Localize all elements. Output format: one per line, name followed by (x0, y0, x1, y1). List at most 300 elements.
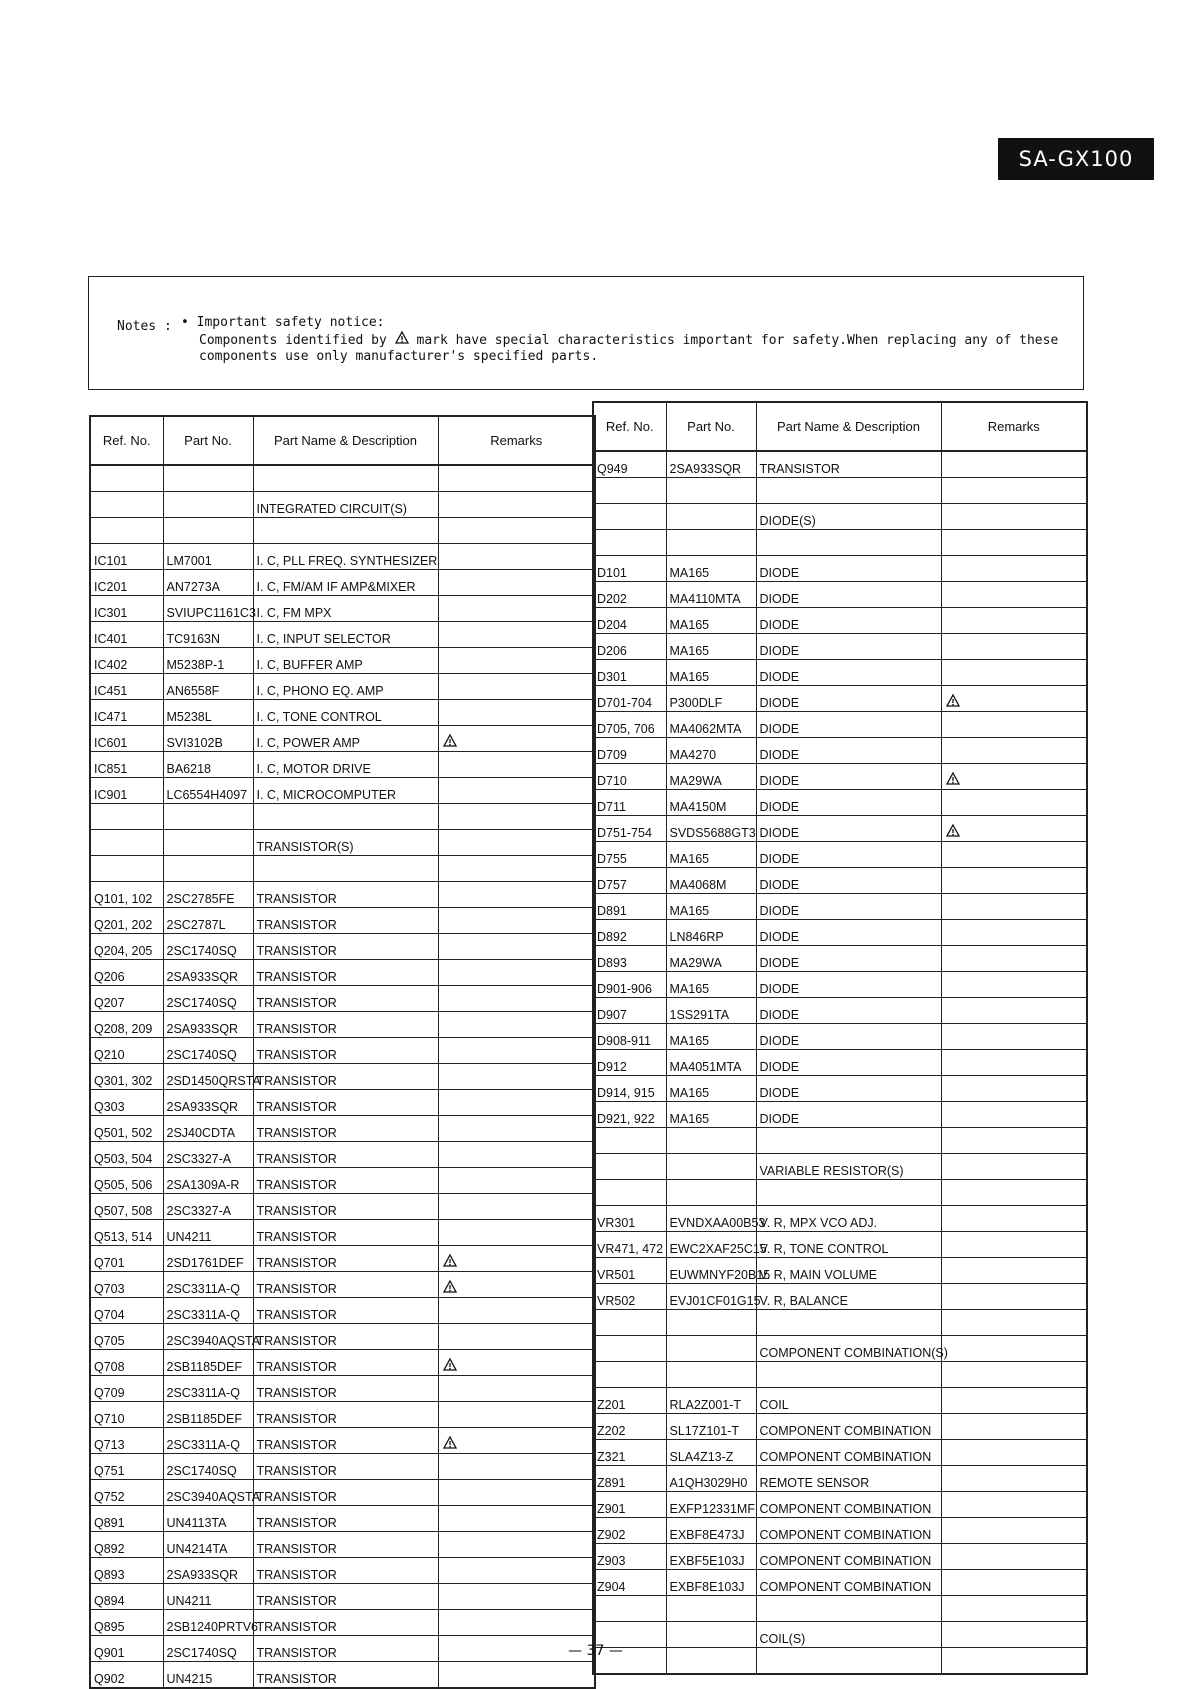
remarks-cell (438, 804, 595, 830)
part-no-cell: SL17Z101-T (666, 1414, 756, 1440)
description-cell: V. R, TONE CONTROL (756, 1232, 941, 1258)
description-cell: TRANSISTOR(S) (253, 830, 438, 856)
part-no-cell: EVJ01CF01G15 (666, 1284, 756, 1310)
table-row (593, 634, 1087, 660)
part-no-cell: 2SC1740SQ (163, 986, 253, 1012)
part-no-cell: 2SC2785FE (163, 882, 253, 908)
table-row (90, 726, 595, 752)
table-row (90, 1064, 595, 1090)
description-cell: DIODE (756, 894, 941, 920)
ref-no-cell: Q206 (90, 960, 163, 986)
remarks-cell (941, 1258, 1087, 1284)
description-cell: COMPONENT COMBINATION (756, 1414, 941, 1440)
ref-no-cell: Q713 (90, 1428, 163, 1454)
ref-no-cell (90, 518, 163, 544)
ref-no-cell: D206 (593, 634, 666, 660)
ref-no-cell: Q949 (593, 451, 666, 478)
part-no-cell: AN7273A (163, 570, 253, 596)
warning-triangle-icon (443, 1280, 457, 1293)
description-cell: I. C, PLL FREQ. SYNTHESIZER (253, 544, 438, 570)
remarks-cell (941, 1284, 1087, 1310)
notes-bullet-icon: • (181, 315, 189, 330)
ref-no-cell: Q705 (90, 1324, 163, 1350)
ref-no-cell: D912 (593, 1050, 666, 1076)
part-no-cell: 2SA933SQR (163, 1558, 253, 1584)
table-row (90, 1402, 595, 1428)
description-cell: I. C, POWER AMP (253, 726, 438, 752)
remarks-cell (941, 738, 1087, 764)
table-row (90, 518, 595, 544)
part-no-cell: RLA2Z001-T (666, 1388, 756, 1414)
part-no-cell: 2SC2787L (163, 908, 253, 934)
description-cell: TRANSISTOR (253, 1662, 438, 1689)
part-no-cell: MA165 (666, 842, 756, 868)
remarks-cell (941, 1518, 1087, 1544)
ref-no-cell: Q701 (90, 1246, 163, 1272)
table-row (90, 622, 595, 648)
table-row (90, 1610, 595, 1636)
description-cell: TRANSISTOR (253, 1064, 438, 1090)
table-row (90, 960, 595, 986)
remarks-cell (438, 1064, 595, 1090)
description-cell: TRANSISTOR (253, 1246, 438, 1272)
description-cell: DIODE (756, 816, 941, 842)
part-no-cell: MA165 (666, 660, 756, 686)
description-cell: V. R, BALANCE (756, 1284, 941, 1310)
description-cell (756, 530, 941, 556)
remarks-cell (941, 1154, 1087, 1180)
remarks-cell (438, 622, 595, 648)
remarks-cell (438, 1610, 595, 1636)
ref-no-cell: Q207 (90, 986, 163, 1012)
description-cell: TRANSISTOR (253, 986, 438, 1012)
remarks-cell (438, 518, 595, 544)
description-cell: I. C, BUFFER AMP (253, 648, 438, 674)
ref-no-cell (90, 830, 163, 856)
remarks-cell (941, 1076, 1087, 1102)
part-no-cell (666, 1154, 756, 1180)
table-row (90, 1480, 595, 1506)
part-no-cell: MA4051MTA (666, 1050, 756, 1076)
description-cell: I. C, INPUT SELECTOR (253, 622, 438, 648)
ref-no-cell: D301 (593, 660, 666, 686)
table-row (90, 1168, 595, 1194)
table-row (90, 674, 595, 700)
ref-no-cell: IC851 (90, 752, 163, 778)
ref-no-cell: D710 (593, 764, 666, 790)
part-no-cell: 2SB1240PRTV6 (163, 1610, 253, 1636)
part-no-cell (666, 1596, 756, 1622)
part-no-cell: 2SC1740SQ (163, 1454, 253, 1480)
parts-table-left (89, 415, 596, 1689)
model-name: SA-GX100 (1018, 147, 1134, 171)
remarks-cell (941, 1206, 1087, 1232)
table-row (90, 544, 595, 570)
part-no-cell: MA4270 (666, 738, 756, 764)
part-no-cell: EXFP12331MF (666, 1492, 756, 1518)
ref-no-cell: D893 (593, 946, 666, 972)
table-row (593, 738, 1087, 764)
description-cell: DIODE (756, 1050, 941, 1076)
remarks-cell (438, 648, 595, 674)
table-row (593, 1414, 1087, 1440)
part-no-cell: MA29WA (666, 764, 756, 790)
table-row (593, 660, 1087, 686)
ref-no-cell: Z903 (593, 1544, 666, 1570)
ref-no-cell: Z321 (593, 1440, 666, 1466)
part-no-cell: UN4211 (163, 1220, 253, 1246)
description-cell: DIODE (756, 686, 941, 712)
table-row (593, 816, 1087, 842)
ref-no-cell: Q895 (90, 1610, 163, 1636)
ref-no-cell (593, 1362, 666, 1388)
header-part-no: Part No. (163, 416, 253, 465)
ref-no-cell: D709 (593, 738, 666, 764)
part-no-cell (666, 530, 756, 556)
description-cell (253, 465, 438, 492)
page-number: — 37 — (568, 1643, 623, 1659)
table-row (593, 1024, 1087, 1050)
remarks-cell (438, 544, 595, 570)
description-cell (756, 1128, 941, 1154)
description-cell: TRANSISTOR (253, 1168, 438, 1194)
part-no-cell: MA4110MTA (666, 582, 756, 608)
part-no-cell: P300DLF (666, 686, 756, 712)
ref-no-cell: Z202 (593, 1414, 666, 1440)
ref-no-cell: Q201, 202 (90, 908, 163, 934)
remarks-cell (438, 1194, 595, 1220)
table-row (593, 1596, 1087, 1622)
part-no-cell (163, 518, 253, 544)
table-row (90, 700, 595, 726)
safety-notes-box (88, 276, 1084, 390)
table-row (593, 686, 1087, 712)
warning-triangle-icon (946, 772, 960, 785)
remarks-cell (438, 1402, 595, 1428)
ref-no-cell (593, 478, 666, 504)
ref-no-cell: D101 (593, 556, 666, 582)
remarks-cell (438, 1558, 595, 1584)
header-remarks: Remarks (941, 402, 1087, 451)
remarks-cell (941, 582, 1087, 608)
ref-no-cell: Q902 (90, 1662, 163, 1689)
remarks-cell (941, 894, 1087, 920)
description-cell: TRANSISTOR (253, 960, 438, 986)
description-cell: COMPONENT COMBINATION (756, 1492, 941, 1518)
description-cell: TRANSISTOR (253, 908, 438, 934)
part-no-cell: 2SC3311A-Q (163, 1428, 253, 1454)
part-no-cell: UN4215 (163, 1662, 253, 1689)
table-row (90, 1298, 595, 1324)
table-row (90, 492, 595, 518)
table-header-row (593, 402, 1087, 451)
part-no-cell: M5238L (163, 700, 253, 726)
header-remarks: Remarks (438, 416, 595, 465)
ref-no-cell: IC402 (90, 648, 163, 674)
ref-no-cell: Z904 (593, 1570, 666, 1596)
part-no-cell: LM7001 (163, 544, 253, 570)
description-cell: TRANSISTOR (253, 1142, 438, 1168)
ref-no-cell: Q708 (90, 1350, 163, 1376)
remarks-cell (438, 1116, 595, 1142)
part-no-cell: 2SA933SQR (163, 1090, 253, 1116)
description-cell: COMPONENT COMBINATION (756, 1544, 941, 1570)
table-row (593, 608, 1087, 634)
remarks-cell (438, 1428, 595, 1454)
description-cell: TRANSISTOR (253, 1532, 438, 1558)
description-cell (756, 478, 941, 504)
remarks-cell (941, 764, 1087, 790)
model-badge (998, 138, 1154, 180)
notes-line-2: components use only manufacturer's specified parts. (199, 349, 599, 364)
ref-no-cell: D757 (593, 868, 666, 894)
remarks-cell (438, 492, 595, 518)
remarks-cell (438, 1298, 595, 1324)
ref-no-cell: D921, 922 (593, 1102, 666, 1128)
description-cell: DIODE (756, 712, 941, 738)
part-no-cell: MA165 (666, 972, 756, 998)
ref-no-cell: Z901 (593, 1492, 666, 1518)
table-row (593, 712, 1087, 738)
part-no-cell (163, 804, 253, 830)
ref-no-cell: Q210 (90, 1038, 163, 1064)
ref-no-cell (593, 1154, 666, 1180)
part-no-cell: AN6558F (163, 674, 253, 700)
part-no-cell (666, 1336, 756, 1362)
remarks-cell (941, 1388, 1087, 1414)
part-no-cell: MA4150M (666, 790, 756, 816)
remarks-cell (941, 842, 1087, 868)
table-row (90, 648, 595, 674)
remarks-cell (941, 1362, 1087, 1388)
description-cell: COMPONENT COMBINATION (756, 1518, 941, 1544)
table-row (90, 830, 595, 856)
remarks-cell (438, 726, 595, 752)
ref-no-cell: D891 (593, 894, 666, 920)
ref-no-cell (90, 492, 163, 518)
remarks-cell (438, 465, 595, 492)
description-cell: I. C, FM/AM IF AMP&MIXER (253, 570, 438, 596)
table-row (593, 790, 1087, 816)
remarks-cell (941, 1128, 1087, 1154)
description-cell: I. C, MOTOR DRIVE (253, 752, 438, 778)
warning-triangle-icon (443, 734, 457, 747)
ref-no-cell (593, 530, 666, 556)
description-cell: COMPONENT COMBINATION (756, 1570, 941, 1596)
remarks-cell (941, 972, 1087, 998)
remarks-cell (438, 882, 595, 908)
table-row (90, 934, 595, 960)
ref-no-cell (90, 856, 163, 882)
remarks-cell (438, 570, 595, 596)
table-row (593, 972, 1087, 998)
table-row (90, 596, 595, 622)
remarks-cell (941, 790, 1087, 816)
ref-no-cell: Q893 (90, 1558, 163, 1584)
remarks-cell (941, 1336, 1087, 1362)
ref-no-cell (90, 804, 163, 830)
description-cell: I. C, MICROCOMPUTER (253, 778, 438, 804)
part-no-cell: 1SS291TA (666, 998, 756, 1024)
header-ref-no: Ref. No. (593, 402, 666, 451)
description-cell: INTEGRATED CIRCUIT(S) (253, 492, 438, 518)
part-no-cell: BA6218 (163, 752, 253, 778)
ref-no-cell: Q204, 205 (90, 934, 163, 960)
remarks-cell (438, 1038, 595, 1064)
ref-no-cell: IC471 (90, 700, 163, 726)
description-cell: DIODE (756, 738, 941, 764)
description-cell: I. C, PHONO EQ. AMP (253, 674, 438, 700)
description-cell: DIODE (756, 946, 941, 972)
part-no-cell: EXBF8E103J (666, 1570, 756, 1596)
ref-no-cell: Q751 (90, 1454, 163, 1480)
table-row (593, 764, 1087, 790)
table-row (90, 1376, 595, 1402)
remarks-cell (941, 556, 1087, 582)
description-cell: DIODE (756, 998, 941, 1024)
table-row (593, 1102, 1087, 1128)
ref-no-cell: Q513, 514 (90, 1220, 163, 1246)
ref-no-cell: D908-911 (593, 1024, 666, 1050)
table-row (90, 1428, 595, 1454)
ref-no-cell: Q703 (90, 1272, 163, 1298)
description-cell: REMOTE SENSOR (756, 1466, 941, 1492)
warning-triangle-icon (946, 824, 960, 837)
remarks-cell (941, 1050, 1087, 1076)
table-row (90, 1038, 595, 1064)
table-row (90, 465, 595, 492)
table-row (593, 1466, 1087, 1492)
warning-triangle-icon (946, 694, 960, 707)
remarks-cell (941, 608, 1087, 634)
remarks-cell (438, 1012, 595, 1038)
description-cell: DIODE (756, 582, 941, 608)
part-no-cell: EWC2XAF25C15 (666, 1232, 756, 1258)
part-no-cell: SVIUPC1161C3 (163, 596, 253, 622)
remarks-cell (941, 1466, 1087, 1492)
description-cell: TRANSISTOR (253, 1584, 438, 1610)
ref-no-cell (593, 1596, 666, 1622)
remarks-cell (941, 1180, 1087, 1206)
remarks-cell (941, 1414, 1087, 1440)
part-no-cell (163, 856, 253, 882)
ref-no-cell: Q894 (90, 1584, 163, 1610)
table-row (593, 1544, 1087, 1570)
part-no-cell (666, 504, 756, 530)
table-row (90, 752, 595, 778)
part-no-cell (666, 478, 756, 504)
part-no-cell: LN846RP (666, 920, 756, 946)
description-cell: I. C, FM MPX (253, 596, 438, 622)
table-row (90, 1350, 595, 1376)
remarks-cell (438, 752, 595, 778)
part-no-cell: 2SC3311A-Q (163, 1376, 253, 1402)
table-row (90, 1272, 595, 1298)
part-no-cell: MA165 (666, 1076, 756, 1102)
remarks-cell (941, 451, 1087, 478)
description-cell: V. R, MPX VCO ADJ. (756, 1206, 941, 1232)
description-cell: DIODE (756, 1076, 941, 1102)
part-no-cell: 2SD1761DEF (163, 1246, 253, 1272)
part-no-cell: EVNDXAA00B53 (666, 1206, 756, 1232)
table-row (593, 1336, 1087, 1362)
remarks-cell (941, 478, 1087, 504)
part-no-cell: 2SA933SQR (163, 1012, 253, 1038)
ref-no-cell: Z891 (593, 1466, 666, 1492)
description-cell: TRANSISTOR (253, 1272, 438, 1298)
table-row (90, 908, 595, 934)
table-row (593, 1518, 1087, 1544)
table-row (593, 868, 1087, 894)
remarks-cell (438, 1272, 595, 1298)
ref-no-cell: D711 (593, 790, 666, 816)
part-no-cell: EXBF5E103J (666, 1544, 756, 1570)
table-row (593, 1570, 1087, 1596)
description-cell: TRANSISTOR (253, 1610, 438, 1636)
description-cell: TRANSISTOR (253, 882, 438, 908)
description-cell: TRANSISTOR (253, 1324, 438, 1350)
remarks-cell (941, 1024, 1087, 1050)
description-cell: DIODE (756, 608, 941, 634)
ref-no-cell: Q208, 209 (90, 1012, 163, 1038)
part-no-cell: 2SB1185DEF (163, 1350, 253, 1376)
remarks-cell (438, 1506, 595, 1532)
remarks-cell (941, 920, 1087, 946)
table-row (90, 1116, 595, 1142)
description-cell: I. C, TONE CONTROL (253, 700, 438, 726)
description-cell: COMPONENT COMBINATION (756, 1440, 941, 1466)
remarks-cell (941, 998, 1087, 1024)
ref-no-cell: D892 (593, 920, 666, 946)
ref-no-cell: VR502 (593, 1284, 666, 1310)
part-no-cell: 2SC3940AQSTA (163, 1480, 253, 1506)
remarks-cell (438, 1480, 595, 1506)
part-no-cell: MA4062MTA (666, 712, 756, 738)
header-description: Part Name & Description (756, 402, 941, 451)
table-row (90, 986, 595, 1012)
part-no-cell: 2SA1309A-R (163, 1168, 253, 1194)
part-no-cell: 2SD1450QRSTA (163, 1064, 253, 1090)
header-description: Part Name & Description (253, 416, 438, 465)
part-no-cell: A1QH3029H0 (666, 1466, 756, 1492)
description-cell: TRANSISTOR (253, 1480, 438, 1506)
remarks-cell (941, 1492, 1087, 1518)
ref-no-cell: Z902 (593, 1518, 666, 1544)
ref-no-cell: D901-906 (593, 972, 666, 998)
remarks-cell (438, 1454, 595, 1480)
ref-no-cell: IC451 (90, 674, 163, 700)
part-no-cell: SVI3102B (163, 726, 253, 752)
part-no-cell: LC6554H4097 (163, 778, 253, 804)
description-cell: TRANSISTOR (253, 1376, 438, 1402)
table-row (593, 1180, 1087, 1206)
ref-no-cell: Q301, 302 (90, 1064, 163, 1090)
description-cell: V. R, MAIN VOLUME (756, 1258, 941, 1284)
header-part-no: Part No. (666, 402, 756, 451)
part-no-cell: MA29WA (666, 946, 756, 972)
table-row (90, 778, 595, 804)
description-cell: TRANSISTOR (756, 451, 941, 478)
ref-no-cell: Q501, 502 (90, 1116, 163, 1142)
table-row (90, 1220, 595, 1246)
part-no-cell: SVDS5688GT3 (666, 816, 756, 842)
table-row (593, 998, 1087, 1024)
ref-no-cell: D914, 915 (593, 1076, 666, 1102)
warning-triangle-icon (443, 1436, 457, 1449)
table-row (90, 1090, 595, 1116)
description-cell (253, 804, 438, 830)
part-no-cell: MA165 (666, 1102, 756, 1128)
